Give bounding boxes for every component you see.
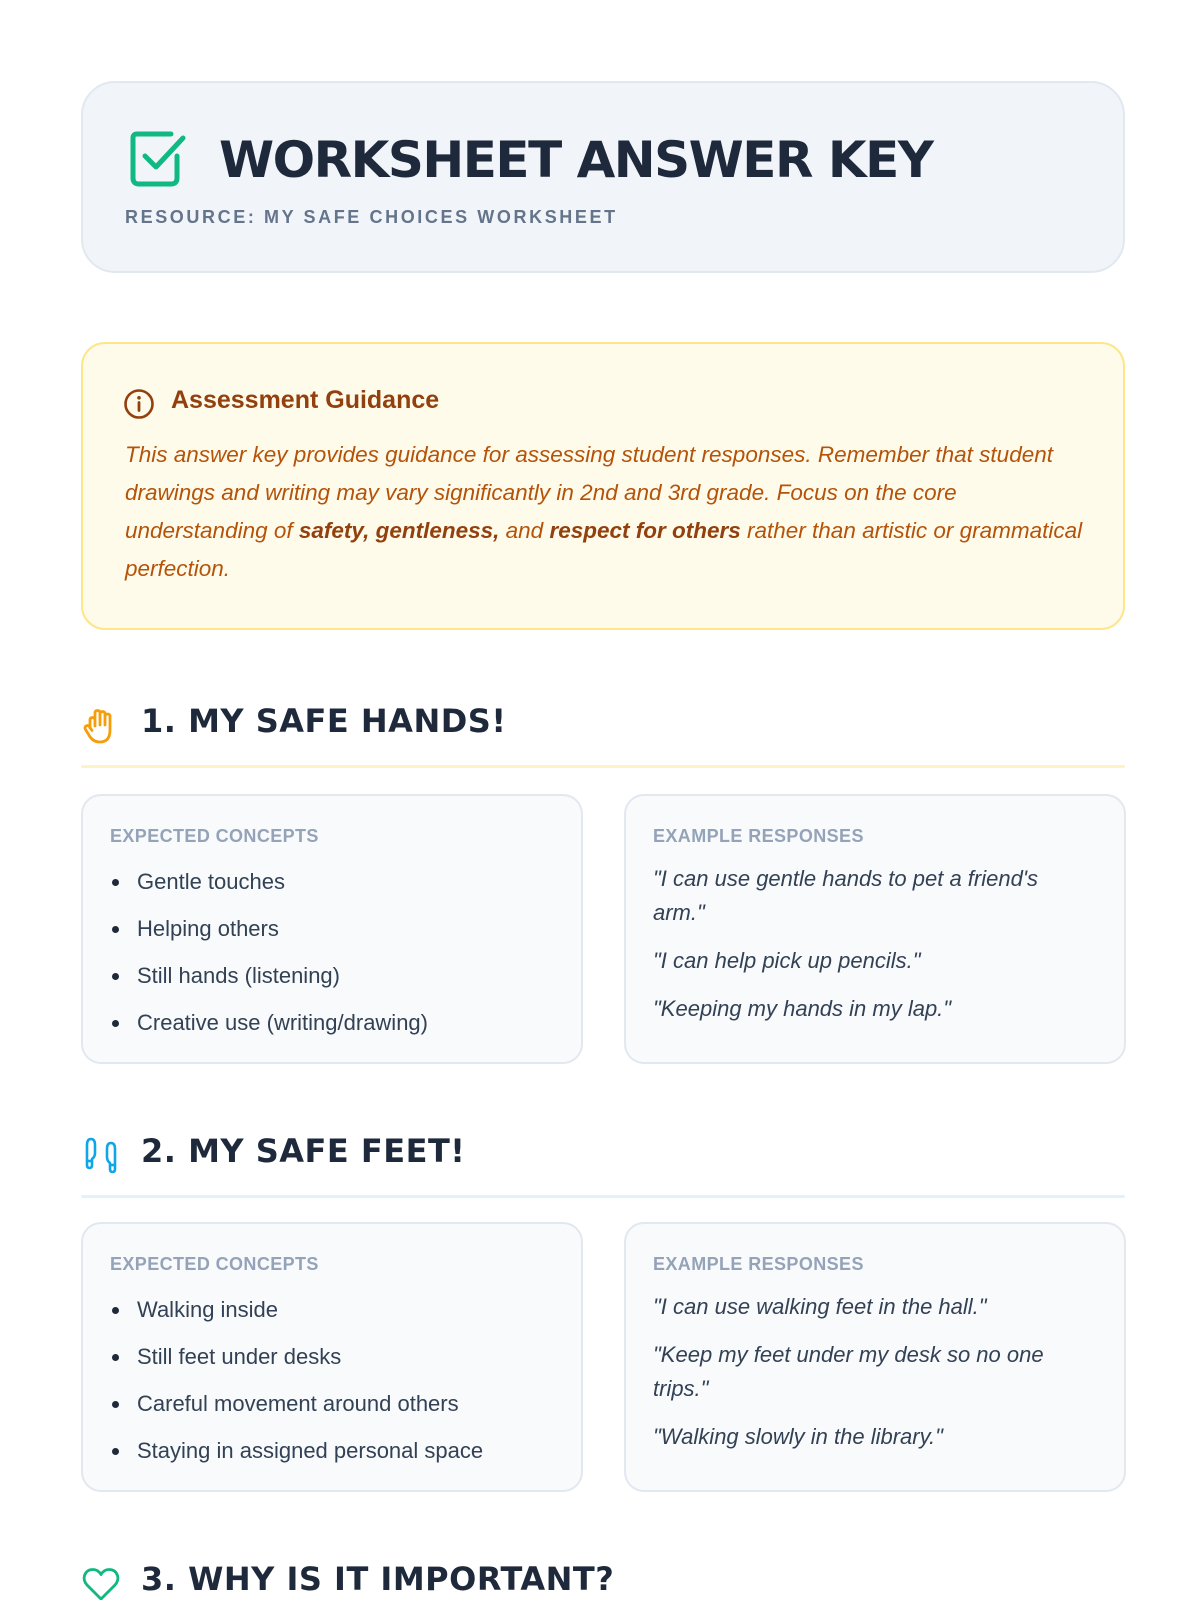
expected-concepts-card [81,794,583,1064]
examples-list [653,1290,1093,1468]
list-item: Creative use (writing/drawing) [110,999,428,1046]
guidance-emphasis: respect for others [549,518,741,543]
section-title: 1. MY SAFE HANDS! [141,702,507,740]
assessment-guidance-callout [81,342,1125,630]
list-item: Staying in assigned personal space [110,1427,483,1474]
card-label: EXAMPLE RESPONSES [653,1254,864,1274]
card-label: EXPECTED CONCEPTS [110,826,319,846]
list-item: Still hands (listening) [110,952,428,999]
section-header-safe-hands [81,690,1125,770]
list-item: Walking inside [110,1286,483,1333]
example-response: "I can use walking feet in the hall." [653,1294,987,1319]
section-header-safe-feet [81,1120,1125,1200]
guidance-title: Assessment Guidance [171,386,440,414]
section-header-why-important [81,1548,1125,1600]
list-item: Gentle touches [110,858,428,905]
example-response: "I can use gentle hands to pet a friend's arm." [653,866,1039,925]
section-divider [81,1195,1125,1198]
card-label: EXPECTED CONCEPTS [110,1254,319,1274]
card-label: EXAMPLE RESPONSES [653,826,864,846]
example-response: "Keep my feet under my desk so no one trips." [653,1342,1044,1401]
header-card [81,81,1125,273]
list-item: Careful movement around others [110,1380,483,1427]
guidance-text-part: This answer key provides guidance for assessing student responses. Remember that student drawings and writing may vary significantly in 2nd and 3rd grade. Focus on the core understanding of [125,442,1053,543]
example-response: "Keeping my hands in my lap." [653,996,952,1021]
example-responses-card [624,794,1126,1064]
page-title: WORKSHEET ANSWER KEY [219,131,933,189]
footprints-icon [81,1136,121,1176]
hand-icon [81,706,121,746]
guidance-text-part: rather than artistic or grammatical perfection. [125,518,1083,581]
checkbox-check-icon [127,128,189,190]
section-title: 3. WHY IS IT IMPORTANT? [141,1560,615,1598]
section-divider [81,765,1125,768]
list-item: Still feet under desks [110,1333,483,1380]
section-title: 2. MY SAFE FEET! [141,1132,466,1170]
info-icon [123,388,155,420]
list-item: Helping others [110,905,428,952]
page-subtitle: RESOURCE: MY SAFE CHOICES WORKSHEET [125,207,618,227]
example-responses-card [624,1222,1126,1492]
example-response: "Walking slowly in the library." [653,1424,943,1449]
example-response: "I can help pick up pencils." [653,948,921,973]
expected-concepts-card [81,1222,583,1492]
concepts-list [110,858,428,1046]
heart-icon [81,1564,121,1600]
examples-list [653,862,1093,1040]
guidance-emphasis: safety, gentleness, [298,518,500,543]
guidance-text-part: and [499,518,550,543]
concepts-list [110,1286,483,1474]
guidance-text [125,436,1085,588]
